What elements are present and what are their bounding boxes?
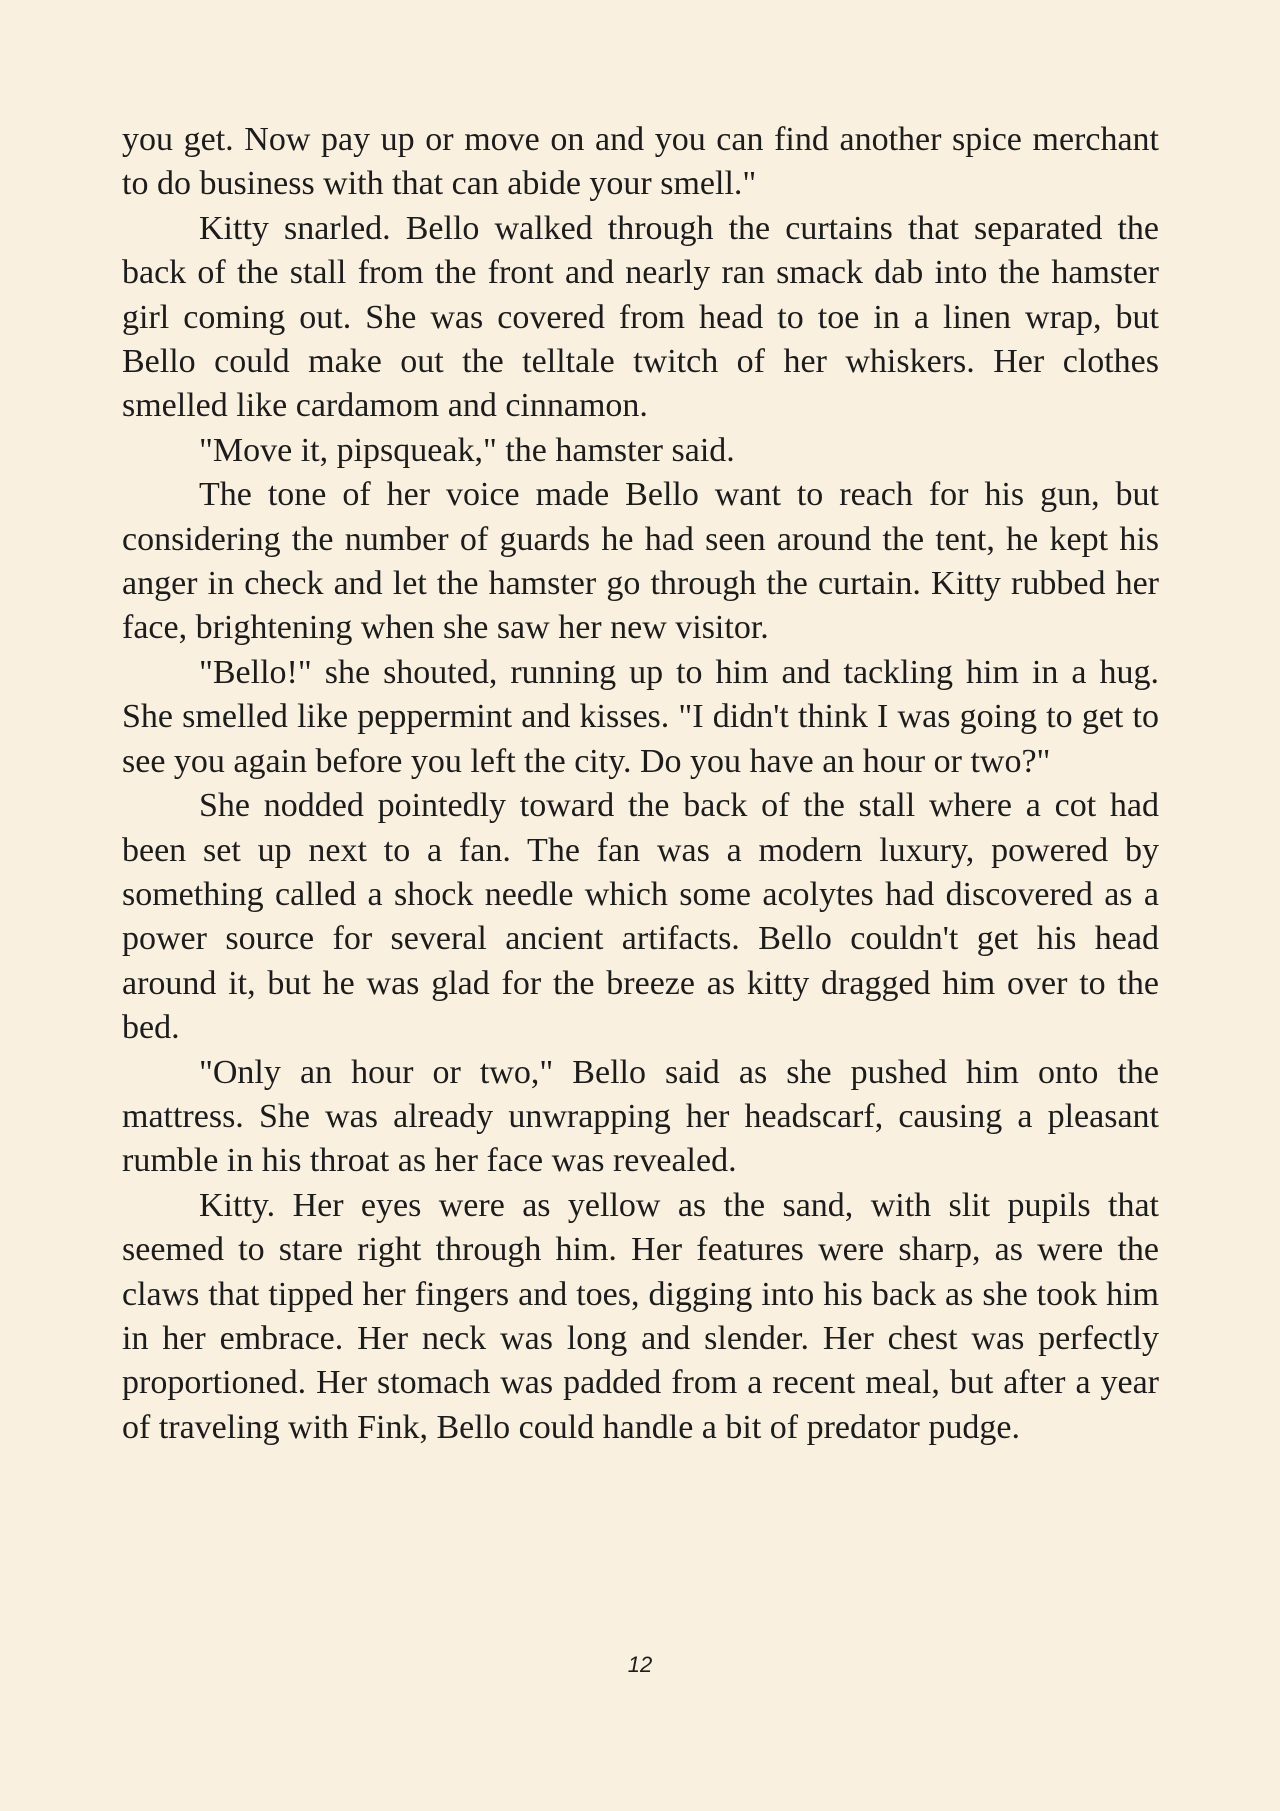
paragraph: "Move it, pipsqueak," the hamster said. [199,431,735,469]
page-number: 12 [627,1652,653,1677]
paragraph: Kitty. Her eyes were as yellow as the sand, with slit pupils that seemed to stare right through him. Her features were sharp, as were the claws that tipped her fingers and toes, digging into his back as she took him in her embrace. Her neck was long and slender. Her chest was perfectly proportioned. Her stomach was padded from a recent meal, but after a year of traveling with Fink, Bello could handle a bit of predator pudge. [122,1186,1159,1446]
body-text [122,118,1159,1450]
paragraph: The tone of her voice made Bello want to reach for his gun, but considering the number of guards he had seen around the tent, he kept his anger in check and let the hamster go through the curtain. Kitty rubbed her face, brightening when she saw her new visitor. [122,476,1159,647]
paragraph: She nodded pointedly toward the back of the stall where a cot had been set up next to a fan. The fan was a modern luxury, powered by something called a shock needle which some acolytes had discovered as a power source for several ancient artifacts. Bello couldn't get his head around it, but he was glad for the breeze as kitty dragged him over to the bed. [122,787,1159,1047]
paragraph: you get. Now pay up or move on and you can find another spice merchant to do business with that can abide your smell." [122,121,1159,203]
paragraph: "Only an hour or two," Bello said as she pushed him onto the mattress. She was already unwrapping her headscarf, causing a pleasant rumble in his throat as her face was revealed. [122,1053,1159,1180]
paragraph: "Bello!" she shouted, running up to him and tackling him in a hug. She smelled like peppermint and kisses. "I didn't think I was going to get to see you again before you left the city. Do you have an hour or two?" [122,653,1159,780]
paragraph: Kitty snarled. Bello walked through the curtains that separated the back of the stall from the front and nearly ran smack dab into the hamster girl coming out. She was covered from head to toe in a linen wrap, but Bello could make out the telltale twitch of her whiskers. Her clothes smelled like cardamom and cinnamon. [122,209,1159,425]
